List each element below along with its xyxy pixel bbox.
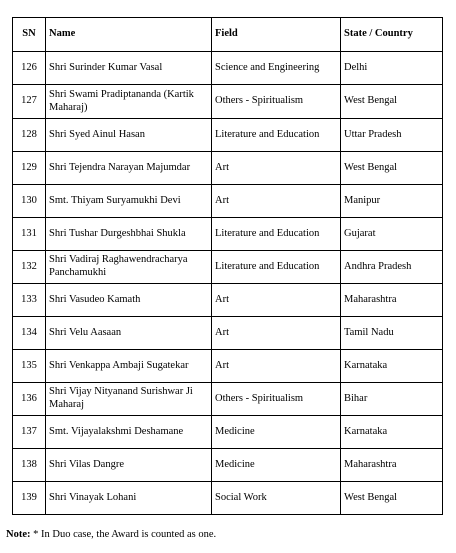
cell-name: Shri Vijay Nityanand Surishwar Ji Maharaj — [46, 383, 212, 416]
table-row — [13, 449, 443, 482]
cell-name: Shri Tushar Durgeshbhai Shukla — [46, 218, 212, 251]
table-row — [13, 185, 443, 218]
cell-field: Others - Spiritualism — [212, 383, 341, 416]
note-text: * In Duo case, the Award is counted as one. — [30, 529, 217, 540]
cell-state-country: Delhi — [341, 52, 443, 85]
cell-name: Shri Velu Aasaan — [46, 317, 212, 350]
header-name: Name — [46, 18, 212, 52]
header-state-country: State / Country — [341, 18, 443, 52]
cell-sn: 139 — [13, 482, 46, 515]
header-sn: SN — [13, 18, 46, 52]
awards-table — [12, 17, 443, 515]
cell-state-country: Bihar — [341, 383, 443, 416]
cell-name: Shri Vinayak Lohani — [46, 482, 212, 515]
cell-state-country: West Bengal — [341, 482, 443, 515]
cell-state-country: Gujarat — [341, 218, 443, 251]
footnote — [6, 529, 216, 540]
cell-state-country: West Bengal — [341, 152, 443, 185]
cell-name: Shri Venkappa Ambaji Sugatekar — [46, 350, 212, 383]
cell-field: Art — [212, 185, 341, 218]
table-header-row — [13, 18, 443, 52]
cell-field: Science and Engineering — [212, 52, 341, 85]
cell-state-country: Tamil Nadu — [341, 317, 443, 350]
cell-field: Literature and Education — [212, 251, 341, 284]
cell-field: Literature and Education — [212, 119, 341, 152]
cell-field: Art — [212, 284, 341, 317]
cell-state-country: Karnataka — [341, 350, 443, 383]
table-row — [13, 218, 443, 251]
cell-sn: 134 — [13, 317, 46, 350]
cell-sn: 133 — [13, 284, 46, 317]
cell-field: Art — [212, 350, 341, 383]
cell-state-country: Karnataka — [341, 416, 443, 449]
table-row — [13, 52, 443, 85]
table-row — [13, 85, 443, 119]
cell-name: Shri Swami Pradiptananda (Kartik Maharaj) — [46, 85, 212, 119]
table-row — [13, 152, 443, 185]
cell-sn: 137 — [13, 416, 46, 449]
note-label: Note: — [6, 529, 31, 540]
cell-name: Shri Vadiraj Raghawendracharya Panchamukhi — [46, 251, 212, 284]
cell-name: Shri Vasudeo Kamath — [46, 284, 212, 317]
cell-field: Medicine — [212, 416, 341, 449]
cell-field: Medicine — [212, 449, 341, 482]
table-row — [13, 383, 443, 416]
cell-name: Shri Surinder Kumar Vasal — [46, 52, 212, 85]
table-row — [13, 416, 443, 449]
cell-name: Smt. Vijayalakshmi Deshamane — [46, 416, 212, 449]
cell-field: Social Work — [212, 482, 341, 515]
cell-sn: 128 — [13, 119, 46, 152]
table-body — [13, 52, 443, 515]
cell-field: Art — [212, 317, 341, 350]
cell-state-country: Uttar Pradesh — [341, 119, 443, 152]
header-field: Field — [212, 18, 341, 52]
cell-sn: 129 — [13, 152, 46, 185]
cell-state-country: Maharashtra — [341, 284, 443, 317]
cell-sn: 131 — [13, 218, 46, 251]
cell-state-country: Manipur — [341, 185, 443, 218]
cell-sn: 126 — [13, 52, 46, 85]
table-row — [13, 251, 443, 284]
cell-field: Literature and Education — [212, 218, 341, 251]
cell-sn: 138 — [13, 449, 46, 482]
cell-field: Others - Spiritualism — [212, 85, 341, 119]
cell-sn: 135 — [13, 350, 46, 383]
cell-state-country: Andhra Pradesh — [341, 251, 443, 284]
cell-name: Smt. Thiyam Suryamukhi Devi — [46, 185, 212, 218]
table-row — [13, 284, 443, 317]
cell-sn: 132 — [13, 251, 46, 284]
table-row — [13, 317, 443, 350]
cell-name: Shri Vilas Dangre — [46, 449, 212, 482]
cell-field: Art — [212, 152, 341, 185]
cell-name: Shri Syed Ainul Hasan — [46, 119, 212, 152]
cell-state-country: West Bengal — [341, 85, 443, 119]
table-row — [13, 482, 443, 515]
cell-state-country: Maharashtra — [341, 449, 443, 482]
cell-sn: 130 — [13, 185, 46, 218]
cell-sn: 136 — [13, 383, 46, 416]
cell-name: Shri Tejendra Narayan Majumdar — [46, 152, 212, 185]
table-row — [13, 350, 443, 383]
cell-sn: 127 — [13, 85, 46, 119]
table-row — [13, 119, 443, 152]
